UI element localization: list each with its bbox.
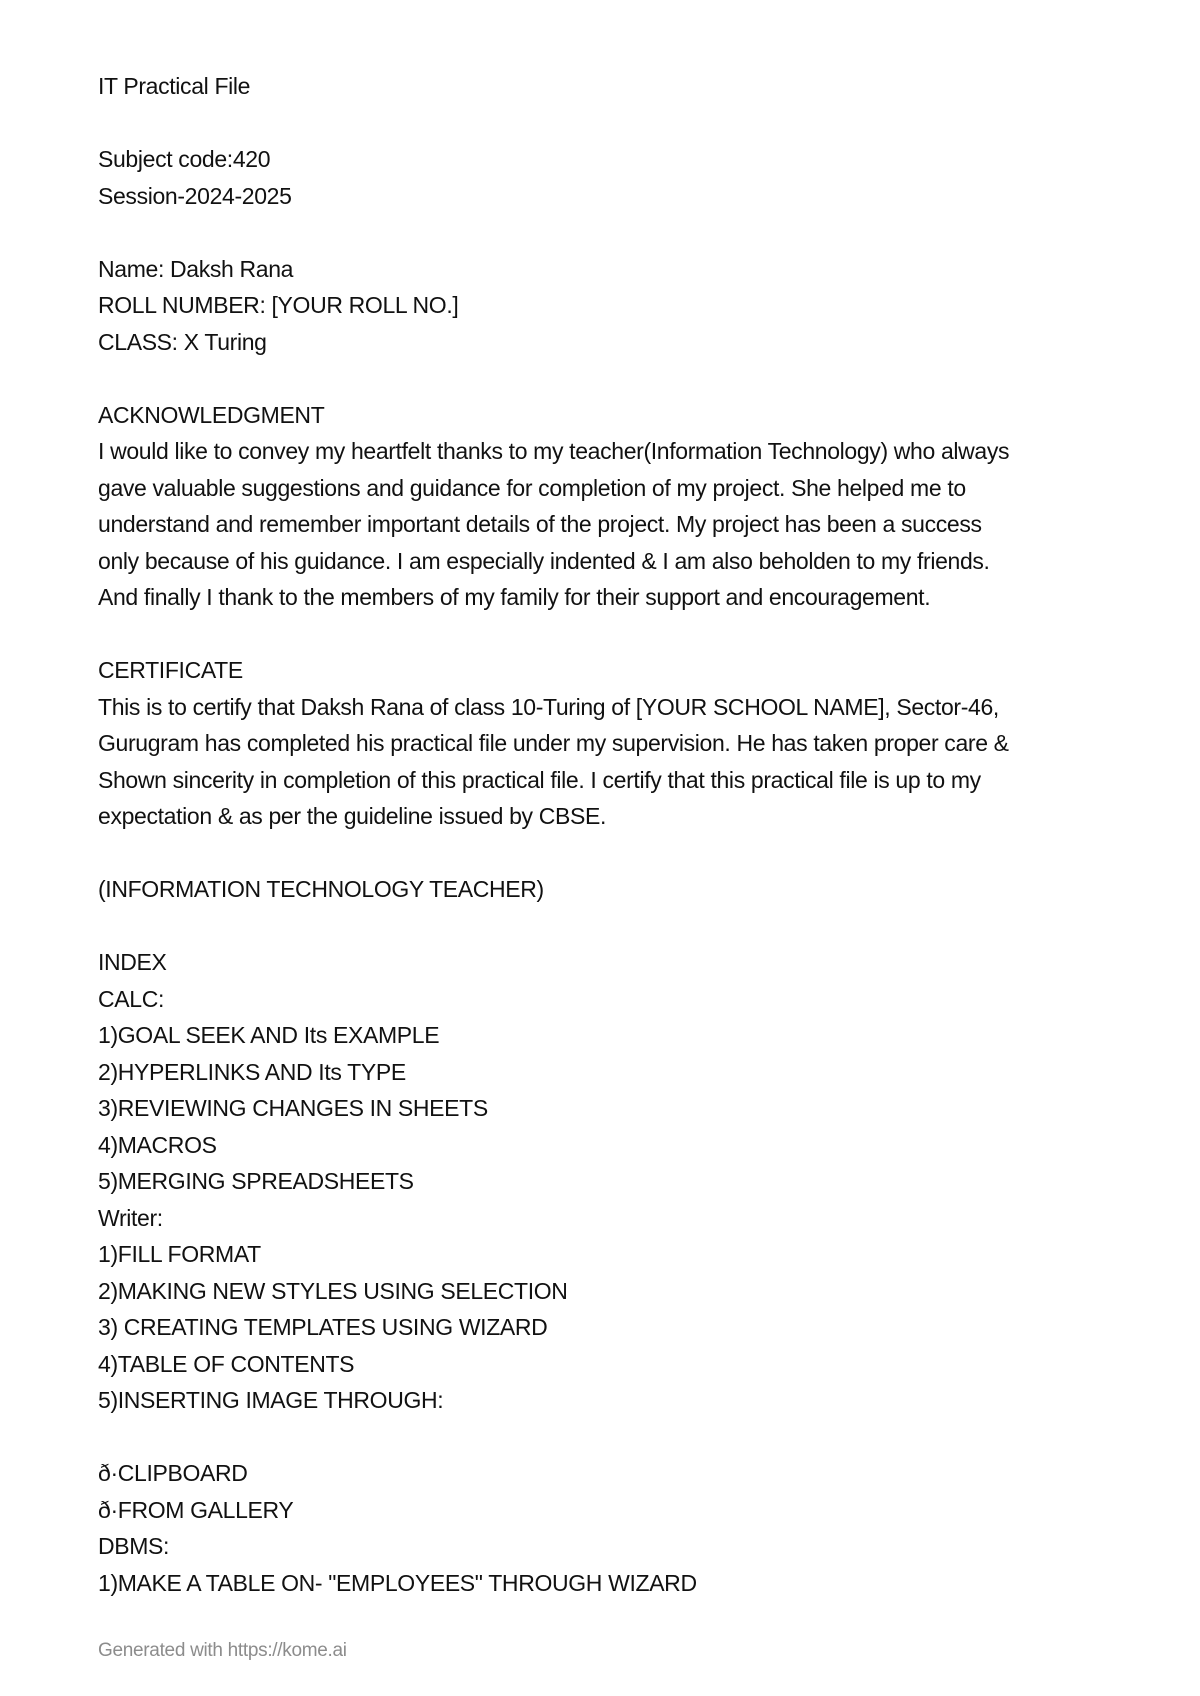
certificate-line: expectation & as per the guideline issued by CBSE. <box>98 803 606 829</box>
subject-code: Subject code:420 <box>98 146 271 172</box>
spacer <box>98 214 1108 251</box>
teacher-signature: (INFORMATION TECHNOLOGY TEACHER) <box>98 876 544 902</box>
index-item: 2)MAKING NEW STYLES USING SELECTION <box>98 1277 568 1304</box>
index-item: 3) CREATING TEMPLATES USING WIZARD <box>98 1314 548 1340</box>
image-source-item: ð·CLIPBOARD <box>98 1460 248 1486</box>
acknowledgment-line: only because of his guidance. I am especially indented & I am also beholden to my friends. <box>98 547 990 574</box>
calc-heading: CALC: <box>98 985 164 1012</box>
dbms-heading: DBMS: <box>98 1533 170 1559</box>
student-name: Name: Daksh Rana <box>98 255 294 282</box>
spacer <box>98 908 1108 945</box>
index-item: 2)HYPERLINKS AND Its TYPE <box>98 1058 406 1085</box>
acknowledgment-heading: ACKNOWLEDGMENT <box>98 401 325 428</box>
index-item: 4)TABLE OF CONTENTS <box>98 1350 355 1377</box>
image-source-item: ð·FROM GALLERY <box>98 1496 294 1523</box>
student-class: CLASS: X Turing <box>98 328 267 355</box>
footer-generated-with: Generated with https://kome.ai <box>98 1640 347 1661</box>
roll-number: ROLL NUMBER: [YOUR ROLL NO.] <box>98 292 459 318</box>
index-item: 3)REVIEWING CHANGES IN SHEETS <box>98 1095 488 1121</box>
acknowledgment-line: understand and remember important details of the project. My project has been a success <box>98 511 982 537</box>
acknowledgment-line: gave valuable suggestions and guidance for completion of my project. She helped me to <box>98 474 966 501</box>
acknowledgment-line: I would like to convey my heartfelt thanks to my teacher(Information Technology) who always <box>98 438 1010 464</box>
spacer <box>98 835 1108 872</box>
spacer <box>98 616 1108 653</box>
session: Session-2024-2025 <box>98 182 292 209</box>
spacer <box>98 360 1108 397</box>
index-item: 1)FILL FORMAT <box>98 1241 261 1267</box>
certificate-line: Shown sincerity in completion of this practical file. I certify that this practical file is up to my <box>98 766 981 793</box>
index-item: 5)MERGING SPREADSHEETS <box>98 1168 414 1194</box>
writer-heading: Writer: <box>98 1204 163 1231</box>
index-item: 4)MACROS <box>98 1131 217 1158</box>
spacer <box>98 1419 1108 1456</box>
index-item: 5)INSERTING IMAGE THROUGH: <box>98 1387 444 1413</box>
index-heading: INDEX <box>98 949 167 975</box>
index-item: 1)GOAL SEEK AND Its EXAMPLE <box>98 1022 440 1048</box>
certificate-line: Gurugram has completed his practical file under my supervision. He has taken proper care & <box>98 730 1009 756</box>
spacer <box>98 105 1108 142</box>
index-item: 1)MAKE A TABLE ON- "EMPLOYEES" THROUGH WIZARD <box>98 1569 697 1596</box>
certificate-heading: CERTIFICATE <box>98 657 243 683</box>
certificate-line: This is to certify that Daksh Rana of class 10-Turing of [YOUR SCHOOL NAME], Sector-46, <box>98 693 999 720</box>
acknowledgment-line: And finally I thank to the members of my family for their support and encouragement. <box>98 584 931 610</box>
document-page <box>98 68 1108 1601</box>
document-title: IT Practical File <box>98 73 251 99</box>
